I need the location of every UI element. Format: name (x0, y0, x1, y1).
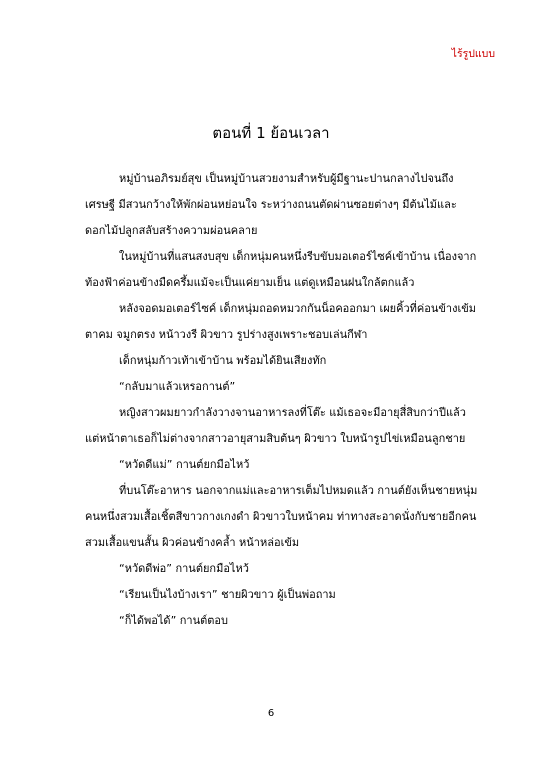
text-line: สวมเสื้อแขนสั้น ผิวค่อนข้างคล้ำ หน้าหล่อเข้ม (85, 536, 300, 549)
text-line: หมู่บ้านอภิรมย์สุข เป็นหมู่บ้านสวยงามสำหรับผู้มีฐานะปานกลางไปจนถึง (119, 172, 454, 185)
text-line: ท้องฟ้าค่อนข้างมืดครึ้มแม้จะเป็นแค่ยามเย็น แต่ดูเหมือนฝนใกล้ตกแล้ว (85, 276, 415, 289)
text-line: ตาคม จมูกตรง หน้าวงรี ผิวขาว รูปร่างสูงเพราะชอบเล่นกีฬา (85, 328, 368, 341)
text-line: “ก็ได้พอได้” กานต์ตอบ (119, 614, 228, 627)
text-line: “หวัดดีพ่อ” กานต์ยกมือไหว้ (119, 562, 249, 575)
text-line: ในหมู่บ้านที่แสนสงบสุข เด็กหนุ่มคนหนึ่งรีบขับมอเตอร์ไซค์เข้าบ้าน เนื่องจาก (119, 250, 477, 263)
header-tag: ไร้รูปแบบ (451, 48, 495, 60)
text-line: หญิงสาวผมยาวกำลังวางจานอาหารลงที่โต๊ะ แม้เธอจะมีอายุสี่สิบกว่าปีแล้ว (119, 406, 466, 419)
body-text (85, 166, 505, 634)
text-line: เศรษฐี มีสวนกว้างให้พักผ่อนหย่อนใจ ระหว่างถนนตัดผ่านซอยต่างๆ มีต้นไม้และ (85, 198, 457, 211)
text-line: คนหนึ่งสวมเสื้อเชิ้ตสีขาวกางเกงดำ ผิวขาวใบหน้าคม ท่าทางสะอาดนั่งกับชายอีกคน (85, 510, 477, 523)
text-line: “เรียนเป็นไงบ้างเรา” ชายผิวขาว ผู้เป็นพ่อถาม (119, 588, 336, 601)
text-line: “หวัดดีแม่” กานต์ยกมือไหว้ (119, 458, 250, 471)
text-line: ดอกไม้ปลูกสลับสร้างความผ่อนคลาย (85, 224, 258, 237)
text-line: หลังจอดมอเตอร์ไซค์ เด็กหนุ่มถอดหมวกกันน็อคออกมา เผยคิ้วที่ค่อนข้างเข้ม (119, 302, 477, 315)
text-line: ที่บนโต๊ะอาหาร นอกจากแม่และอาหารเต็มไปหมดแล้ว กานต์ยังเห็นชายหนุ่ม (119, 484, 478, 497)
page-number: 6 (267, 708, 275, 719)
text-line: แต่หน้าตาเธอก็ไม่ต่างจากสาวอายุสามสิบต้นๆ ผิวขาว ใบหน้ารูปไข่เหมือนลูกชาย (85, 432, 466, 445)
chapter-title: ตอนที่ 1 ย้อนเวลา (212, 124, 330, 142)
text-line: เด็กหนุ่มก้าวเท้าเข้าบ้าน พร้อมได้ยินเสียงทัก (119, 354, 327, 367)
text-line: “กลับมาแล้วเหรอกานต์” (119, 380, 236, 393)
